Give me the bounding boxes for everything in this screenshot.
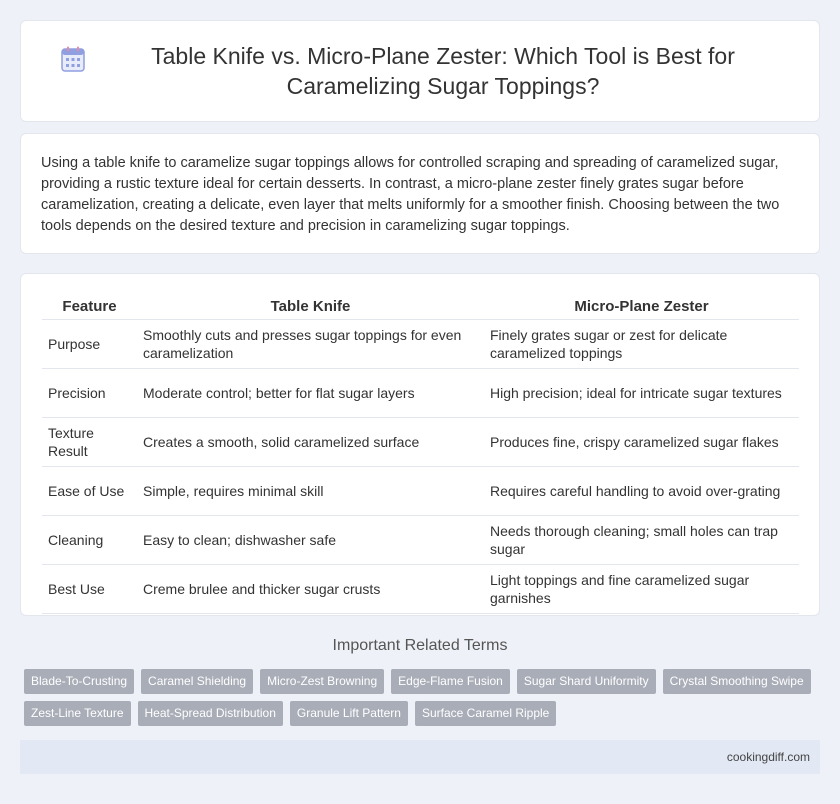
row-micro-plane-zester: High precision; ideal for intricate sugar textures <box>484 368 799 417</box>
table-row <box>42 515 799 564</box>
table-row <box>42 564 799 613</box>
row-feature: Ease of Use <box>42 466 137 515</box>
tag[interactable]: Zest-Line Texture <box>24 701 131 726</box>
footer <box>20 740 820 774</box>
row-table-knife: Simple, requires minimal skill <box>137 466 484 515</box>
row-feature: Cleaning <box>42 515 137 564</box>
row-micro-plane-zester: Produces fine, crispy caramelized sugar flakes <box>484 417 799 466</box>
footer-site-link[interactable]: cookingdiff.com <box>726 750 810 764</box>
table-row <box>42 417 799 466</box>
tag[interactable]: Micro-Zest Browning <box>260 669 384 694</box>
intro-card <box>20 133 820 254</box>
row-feature: Purpose <box>42 319 137 368</box>
tag[interactable]: Surface Caramel Ripple <box>415 701 556 726</box>
row-micro-plane-zester: Requires careful handling to avoid over-grating <box>484 466 799 515</box>
row-table-knife: Creates a smooth, solid caramelized surface <box>137 417 484 466</box>
row-table-knife: Easy to clean; dishwasher safe <box>137 515 484 564</box>
page-title: Table Knife vs. Micro-Plane Zester: Which Tool is Best for Caramelizing Sugar Toppings? <box>151 43 735 99</box>
tag[interactable]: Crystal Smoothing Swipe <box>663 669 811 694</box>
row-feature: Precision <box>42 368 137 417</box>
title-card <box>20 20 820 122</box>
related-terms-heading: Important Related Terms <box>332 637 508 654</box>
tag[interactable]: Edge-Flame Fusion <box>391 669 510 694</box>
related-terms-tags <box>24 669 824 733</box>
table-row <box>42 368 799 417</box>
row-feature: Texture Result <box>42 417 137 466</box>
tag[interactable]: Sugar Shard Uniformity <box>517 669 656 694</box>
tag[interactable]: Blade-To-Crusting <box>24 669 134 694</box>
row-table-knife: Smoothly cuts and presses sugar toppings for even caramelization <box>137 319 484 368</box>
tag[interactable]: Heat-Spread Distribution <box>138 701 283 726</box>
calendar-icon <box>61 46 85 72</box>
table-row <box>42 466 799 515</box>
tag[interactable]: Granule Lift Pattern <box>290 701 408 726</box>
row-micro-plane-zester: Needs thorough cleaning; small holes can trap sugar <box>484 515 799 564</box>
comparison-table <box>42 294 799 614</box>
row-table-knife: Moderate control; better for flat sugar layers <box>137 368 484 417</box>
intro-paragraph: Using a table knife to caramelize sugar toppings allows for controlled scraping and spreading of caramelized sugar, providing a rustic texture ideal for certain desserts. In contrast, a micro-plane zester finely grates sugar before caramelization, creating a delicate, even layer that melts uniformly for a smoother finish. Choosing between the two tools depends on the desired texture and precision in caramelizing sugar toppings. <box>41 155 780 234</box>
row-micro-plane-zester: Light toppings and fine caramelized sugar garnishes <box>484 564 799 613</box>
header-table-knife: Table Knife <box>137 294 484 319</box>
table-row <box>42 319 799 368</box>
tag[interactable]: Caramel Shielding <box>141 669 253 694</box>
comparison-card <box>20 273 820 616</box>
row-table-knife: Creme brulee and thicker sugar crusts <box>137 564 484 613</box>
row-feature: Best Use <box>42 564 137 613</box>
table-header-row <box>42 294 799 319</box>
header-micro-plane-zester: Micro-Plane Zester <box>484 294 799 319</box>
row-micro-plane-zester: Finely grates sugar or zest for delicate caramelized toppings <box>484 319 799 368</box>
header-feature: Feature <box>42 294 137 319</box>
